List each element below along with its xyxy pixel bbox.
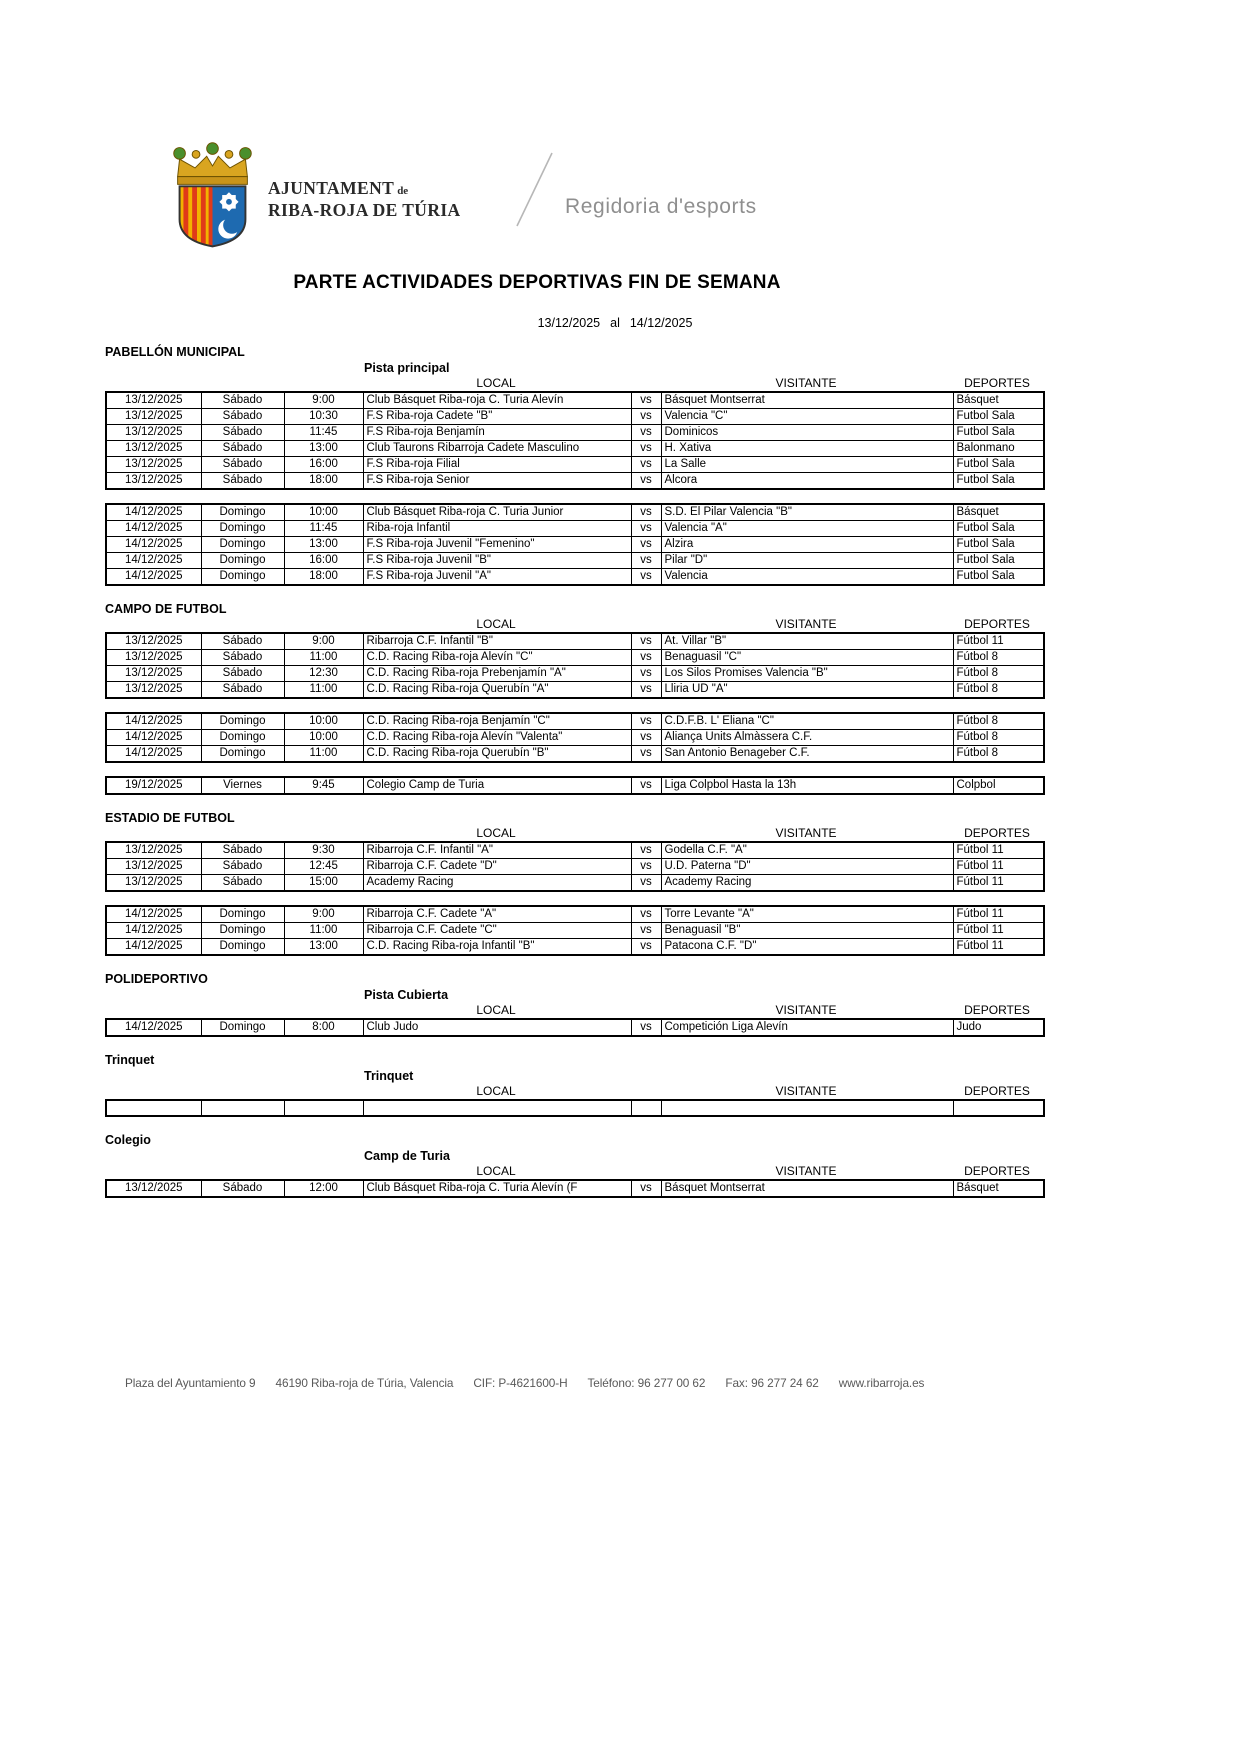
- cell-vs: vs: [631, 473, 661, 490]
- section-heading: Colegio: [105, 1133, 151, 1147]
- org-name-suffix: de: [397, 185, 409, 197]
- cell-date: 14/12/2025: [106, 906, 201, 923]
- cell-date: [106, 1100, 201, 1116]
- column-header-deportes: DEPORTES: [964, 1164, 1030, 1178]
- column-header-deportes: DEPORTES: [964, 1084, 1030, 1098]
- cell-local: Academy Racing: [363, 875, 631, 892]
- match-row: [106, 713, 1044, 730]
- cell-visitante: Valencia "A": [661, 521, 953, 537]
- cell-deporte: Futbol Sala: [953, 537, 1044, 553]
- cell-date: 14/12/2025: [106, 504, 201, 521]
- cell-time: 9:00: [284, 633, 363, 650]
- match-row: [106, 633, 1044, 650]
- cell-time: 13:00: [284, 939, 363, 956]
- cell-visitante: Academy Racing: [661, 875, 953, 892]
- match-row: [106, 425, 1044, 441]
- column-header-visitante: VISITANTE: [775, 826, 837, 840]
- match-row: [106, 859, 1044, 875]
- cell-local: Ribarroja C.F. Cadete "D": [363, 859, 631, 875]
- cell-local: C.D. Racing Riba-roja Alevín "C": [363, 650, 631, 666]
- match-row: [106, 569, 1044, 586]
- column-header-local: LOCAL: [476, 617, 516, 631]
- cell-day: Domingo: [201, 923, 284, 939]
- schedule-section: [105, 1132, 1045, 1198]
- cell-deporte: Futbol Sala: [953, 569, 1044, 586]
- cell-date: 13/12/2025: [106, 457, 201, 473]
- cell-visitante: Patacona C.F. "D": [661, 939, 953, 956]
- date-separator: al: [610, 316, 620, 330]
- cell-local: C.D. Racing Riba-roja Alevín "Valenta": [363, 730, 631, 746]
- cell-visitante: Dominicos: [661, 425, 953, 441]
- venue-subtitle: Pista Cubierta: [364, 988, 449, 1002]
- venue-subtitle: Pista principal: [364, 361, 450, 375]
- cell-day: Domingo: [201, 939, 284, 956]
- match-row: [106, 409, 1044, 425]
- cell-vs: vs: [631, 504, 661, 521]
- cell-vs: vs: [631, 441, 661, 457]
- cell-day: Sábado: [201, 1180, 284, 1197]
- cell-day: Sábado: [201, 633, 284, 650]
- cell-deporte: Fútbol 11: [953, 923, 1044, 939]
- cell-local: Club Básquet Riba-roja C. Turia Junior: [363, 504, 631, 521]
- cell-date: 13/12/2025: [106, 441, 201, 457]
- cell-deporte: Fútbol 8: [953, 713, 1044, 730]
- cell-date: 13/12/2025: [106, 633, 201, 650]
- cell-local: C.D. Racing Riba-roja Prebenjamín "A": [363, 666, 631, 682]
- cell-date: 14/12/2025: [106, 713, 201, 730]
- column-headers: [105, 1084, 1045, 1099]
- cell-vs: vs: [631, 650, 661, 666]
- cell-visitante: Competición Liga Alevín: [661, 1019, 953, 1036]
- match-row: [106, 504, 1044, 521]
- cell-date: 14/12/2025: [106, 553, 201, 569]
- match-table: [105, 1179, 1045, 1198]
- cell-vs: vs: [631, 633, 661, 650]
- cell-date: 13/12/2025: [106, 666, 201, 682]
- cell-vs: vs: [631, 392, 661, 409]
- cell-time: 16:00: [284, 553, 363, 569]
- cell-deporte: Fútbol 8: [953, 682, 1044, 699]
- cell-visitante: Pilar "D": [661, 553, 953, 569]
- cell-date: 13/12/2025: [106, 650, 201, 666]
- cell-deporte: Futbol Sala: [953, 521, 1044, 537]
- cell-time: 12:00: [284, 1180, 363, 1197]
- footer-phone: Teléfono: 96 277 00 62: [587, 1376, 706, 1390]
- match-row: [106, 923, 1044, 939]
- cell-local: C.D. Racing Riba-roja Querubín "B": [363, 746, 631, 763]
- venue-subtitle: Trinquet: [364, 1069, 414, 1083]
- cell-local: F.S Riba-roja Juvenil "B": [363, 553, 631, 569]
- cell-date: 19/12/2025: [106, 777, 201, 794]
- match-row: [106, 457, 1044, 473]
- cell-deporte: Futbol Sala: [953, 457, 1044, 473]
- footer-city: 46190 Riba-roja de Túria, Valencia: [275, 1376, 454, 1390]
- match-table: [105, 841, 1045, 892]
- cell-time: 11:00: [284, 923, 363, 939]
- cell-visitante: Alzira: [661, 537, 953, 553]
- cell-date: 14/12/2025: [106, 1019, 201, 1036]
- cell-deporte: Fútbol 11: [953, 633, 1044, 650]
- cell-local: C.D. Racing Riba-roja Infantil "B": [363, 939, 631, 956]
- cell-local: F.S Riba-roja Juvenil "Femenino": [363, 537, 631, 553]
- cell-visitante: La Salle: [661, 457, 953, 473]
- cell-local: Ribarroja C.F. Infantil "A": [363, 842, 631, 859]
- match-row: [106, 939, 1044, 956]
- section-heading: ESTADIO DE FUTBOL: [105, 811, 235, 825]
- cell-date: 14/12/2025: [106, 569, 201, 586]
- column-header-local: LOCAL: [476, 376, 516, 390]
- cell-vs: vs: [631, 746, 661, 763]
- match-table: [105, 1099, 1045, 1117]
- cell-vs: vs: [631, 409, 661, 425]
- page-title: PARTE ACTIVIDADES DEPORTIVAS FIN DE SEMANA: [293, 272, 781, 293]
- cell-deporte: Fútbol 11: [953, 939, 1044, 956]
- match-row: [106, 521, 1044, 537]
- cell-local: Club Taurons Ribarroja Cadete Masculino: [363, 441, 631, 457]
- column-header-deportes: DEPORTES: [964, 1003, 1030, 1017]
- cell-deporte: Fútbol 8: [953, 650, 1044, 666]
- org-name-line1: AJUNTAMENT: [268, 178, 395, 198]
- section-heading: Trinquet: [105, 1053, 155, 1067]
- cell-local: F.S Riba-roja Benjamín: [363, 425, 631, 441]
- cell-vs: vs: [631, 1019, 661, 1036]
- cell-visitante: Alcora: [661, 473, 953, 490]
- column-header-local: LOCAL: [476, 1084, 516, 1098]
- cell-vs: vs: [631, 906, 661, 923]
- cell-time: 10:30: [284, 409, 363, 425]
- cell-local: Club Básquet Riba-roja C. Turia Alevín (F: [363, 1180, 631, 1197]
- match-table: [105, 905, 1045, 956]
- cell-local: F.S Riba-roja Filial: [363, 457, 631, 473]
- cell-day: [201, 1100, 284, 1116]
- footer-address: Plaza del Ayuntamiento 9: [125, 1376, 256, 1390]
- cell-visitante: H. Xativa: [661, 441, 953, 457]
- cell-local: Club Básquet Riba-roja C. Turia Alevín: [363, 392, 631, 409]
- cell-date: 13/12/2025: [106, 392, 201, 409]
- cell-time: 11:45: [284, 425, 363, 441]
- cell-visitante: U.D. Paterna "D": [661, 859, 953, 875]
- cell-day: Sábado: [201, 875, 284, 892]
- cell-vs: vs: [631, 713, 661, 730]
- cell-deporte: Colpbol: [953, 777, 1044, 794]
- cell-day: Domingo: [201, 730, 284, 746]
- cell-local: Colegio Camp de Turia: [363, 777, 631, 794]
- cell-visitante: At. Villar "B": [661, 633, 953, 650]
- match-row: [106, 842, 1044, 859]
- cell-local: [363, 1100, 631, 1116]
- match-row: [106, 777, 1044, 794]
- match-table: [105, 391, 1045, 490]
- section-heading: CAMPO DE FUTBOL: [105, 602, 227, 616]
- cell-time: 11:00: [284, 650, 363, 666]
- footer-fax: Fax: 96 277 24 62: [725, 1376, 819, 1390]
- cell-day: Domingo: [201, 713, 284, 730]
- match-row: [106, 682, 1044, 699]
- cell-day: Sábado: [201, 859, 284, 875]
- cell-vs: vs: [631, 859, 661, 875]
- cell-date: 14/12/2025: [106, 746, 201, 763]
- venue-subtitle: Camp de Turia: [364, 1149, 450, 1163]
- column-header-local: LOCAL: [476, 1164, 516, 1178]
- cell-deporte: Futbol Sala: [953, 425, 1044, 441]
- cell-date: 14/12/2025: [106, 939, 201, 956]
- cell-deporte: Fútbol 8: [953, 746, 1044, 763]
- cell-deporte: Fútbol 11: [953, 842, 1044, 859]
- match-row: [106, 906, 1044, 923]
- cell-local: Ribarroja C.F. Infantil "B": [363, 633, 631, 650]
- match-table: [105, 503, 1045, 586]
- match-row: [106, 1180, 1044, 1197]
- cell-deporte: Futbol Sala: [953, 409, 1044, 425]
- cell-day: Sábado: [201, 682, 284, 699]
- match-row: [106, 1019, 1044, 1036]
- cell-day: Sábado: [201, 425, 284, 441]
- cell-deporte: Fútbol 11: [953, 859, 1044, 875]
- cell-date: 13/12/2025: [106, 842, 201, 859]
- match-row: [106, 553, 1044, 569]
- match-row: [106, 441, 1044, 457]
- cell-date: 13/12/2025: [106, 682, 201, 699]
- match-row: [106, 730, 1044, 746]
- cell-deporte: Fútbol 8: [953, 666, 1044, 682]
- column-header-deportes: DEPORTES: [964, 617, 1030, 631]
- schedule-section: [105, 601, 1045, 795]
- organization-name: [268, 179, 461, 220]
- cell-day: Sábado: [201, 409, 284, 425]
- cell-deporte: [953, 1100, 1044, 1116]
- match-table: [105, 776, 1045, 795]
- cell-local: F.S Riba-roja Juvenil "A": [363, 569, 631, 586]
- column-header-deportes: DEPORTES: [964, 826, 1030, 840]
- column-header-visitante: VISITANTE: [775, 1003, 837, 1017]
- column-header-local: LOCAL: [476, 1003, 516, 1017]
- cell-deporte: Futbol Sala: [953, 473, 1044, 490]
- cell-vs: vs: [631, 425, 661, 441]
- department-label: Regidoria d'esports: [565, 195, 757, 218]
- cell-local: Ribarroja C.F. Cadete "A": [363, 906, 631, 923]
- match-row: [106, 473, 1044, 490]
- cell-date: 14/12/2025: [106, 521, 201, 537]
- cell-time: 11:00: [284, 682, 363, 699]
- footer: [125, 1376, 924, 1390]
- cell-date: 13/12/2025: [106, 473, 201, 490]
- cell-local: Club Judo: [363, 1019, 631, 1036]
- cell-visitante: Liga Colpbol Hasta la 13h: [661, 777, 953, 794]
- cell-time: 10:00: [284, 504, 363, 521]
- cell-vs: vs: [631, 682, 661, 699]
- cell-deporte: Futbol Sala: [953, 553, 1044, 569]
- cell-vs: vs: [631, 1180, 661, 1197]
- date-from: 13/12/2025: [537, 316, 601, 330]
- column-header-visitante: VISITANTE: [775, 1084, 837, 1098]
- cell-day: Sábado: [201, 392, 284, 409]
- coat-of-arms-icon: [166, 140, 259, 252]
- match-row: [106, 875, 1044, 892]
- column-headers: [105, 826, 1045, 841]
- cell-day: Domingo: [201, 746, 284, 763]
- cell-day: Viernes: [201, 777, 284, 794]
- match-row: [106, 1100, 1044, 1116]
- cell-vs: vs: [631, 553, 661, 569]
- cell-vs: vs: [631, 939, 661, 956]
- cell-visitante: Básquet Montserrat: [661, 1180, 953, 1197]
- cell-visitante: Lliria UD "A": [661, 682, 953, 699]
- schedule-sections: [105, 344, 1045, 1198]
- match-table: [105, 632, 1045, 699]
- cell-deporte: Fútbol 11: [953, 875, 1044, 892]
- cell-date: 13/12/2025: [106, 425, 201, 441]
- cell-day: Sábado: [201, 441, 284, 457]
- cell-time: 15:00: [284, 875, 363, 892]
- cell-time: 10:00: [284, 713, 363, 730]
- cell-vs: vs: [631, 521, 661, 537]
- schedule-section: [105, 971, 1045, 1037]
- cell-vs: vs: [631, 842, 661, 859]
- cell-deporte: Balonmano: [953, 441, 1044, 457]
- cell-local: Riba-roja Infantil: [363, 521, 631, 537]
- footer-web: www.ribarroja.es: [838, 1376, 925, 1390]
- cell-vs: vs: [631, 875, 661, 892]
- cell-day: Domingo: [201, 504, 284, 521]
- cell-time: 12:45: [284, 859, 363, 875]
- cell-deporte: Básquet: [953, 504, 1044, 521]
- cell-time: [284, 1100, 363, 1116]
- cell-vs: vs: [631, 730, 661, 746]
- column-header-local: LOCAL: [476, 826, 516, 840]
- cell-visitante: Valencia: [661, 569, 953, 586]
- column-headers: [105, 1164, 1045, 1179]
- column-header-visitante: VISITANTE: [775, 1164, 837, 1178]
- cell-time: 9:00: [284, 392, 363, 409]
- match-table: [105, 712, 1045, 763]
- cell-time: 16:00: [284, 457, 363, 473]
- cell-date: 14/12/2025: [106, 537, 201, 553]
- cell-visitante: Básquet Montserrat: [661, 392, 953, 409]
- cell-time: 18:00: [284, 569, 363, 586]
- cell-visitante: Valencia "C": [661, 409, 953, 425]
- cell-time: 13:00: [284, 537, 363, 553]
- column-header-visitante: VISITANTE: [775, 376, 837, 390]
- divider-swoosh-icon: [500, 150, 570, 232]
- column-header-deportes: DEPORTES: [964, 376, 1030, 390]
- match-row: [106, 537, 1044, 553]
- cell-time: 9:45: [284, 777, 363, 794]
- cell-time: 10:00: [284, 730, 363, 746]
- cell-day: Sábado: [201, 842, 284, 859]
- cell-vs: [631, 1100, 661, 1116]
- cell-visitante: Benaguasil "B": [661, 923, 953, 939]
- cell-deporte: Básquet: [953, 392, 1044, 409]
- cell-date: 13/12/2025: [106, 875, 201, 892]
- cell-visitante: Godella C.F. "A": [661, 842, 953, 859]
- date-range: [0, 316, 1230, 330]
- cell-time: 18:00: [284, 473, 363, 490]
- cell-day: Sábado: [201, 457, 284, 473]
- cell-time: 11:00: [284, 746, 363, 763]
- cell-day: Domingo: [201, 1019, 284, 1036]
- cell-visitante: C.D.F.B. L' Eliana "C": [661, 713, 953, 730]
- cell-visitante: Torre Levante "A": [661, 906, 953, 923]
- cell-visitante: S.D. El Pilar Valencia "B": [661, 504, 953, 521]
- column-header-visitante: VISITANTE: [775, 617, 837, 631]
- column-headers: [105, 1003, 1045, 1018]
- match-row: [106, 650, 1044, 666]
- cell-deporte: Fútbol 11: [953, 906, 1044, 923]
- org-name-line2: RIBA-ROJA DE TÚRIA: [268, 200, 461, 220]
- cell-time: 11:45: [284, 521, 363, 537]
- cell-date: 14/12/2025: [106, 923, 201, 939]
- cell-visitante: San Antonio Benageber C.F.: [661, 746, 953, 763]
- cell-date: 13/12/2025: [106, 1180, 201, 1197]
- cell-time: 12:30: [284, 666, 363, 682]
- cell-date: 14/12/2025: [106, 730, 201, 746]
- cell-visitante: Aliança Units Almàssera C.F.: [661, 730, 953, 746]
- cell-visitante: Benaguasil "C": [661, 650, 953, 666]
- cell-vs: vs: [631, 569, 661, 586]
- cell-day: Domingo: [201, 569, 284, 586]
- match-row: [106, 666, 1044, 682]
- schedule-section: [105, 810, 1045, 956]
- cell-date: 13/12/2025: [106, 859, 201, 875]
- cell-local: C.D. Racing Riba-roja Benjamín "C": [363, 713, 631, 730]
- cell-day: Domingo: [201, 521, 284, 537]
- column-headers: [105, 617, 1045, 632]
- cell-visitante: [661, 1100, 953, 1116]
- cell-day: Sábado: [201, 473, 284, 490]
- schedule-section: [105, 1052, 1045, 1117]
- cell-local: Ribarroja C.F. Cadete "C": [363, 923, 631, 939]
- cell-day: Sábado: [201, 650, 284, 666]
- cell-deporte: Judo: [953, 1019, 1044, 1036]
- cell-day: Domingo: [201, 906, 284, 923]
- cell-date: 13/12/2025: [106, 409, 201, 425]
- cell-local: F.S Riba-roja Cadete "B": [363, 409, 631, 425]
- cell-deporte: Fútbol 8: [953, 730, 1044, 746]
- schedule-section: [105, 344, 1045, 586]
- cell-time: 9:00: [284, 906, 363, 923]
- cell-local: C.D. Racing Riba-roja Querubín "A": [363, 682, 631, 699]
- cell-vs: vs: [631, 457, 661, 473]
- date-to: 14/12/2025: [629, 316, 693, 330]
- cell-time: 9:30: [284, 842, 363, 859]
- cell-vs: vs: [631, 777, 661, 794]
- cell-day: Domingo: [201, 537, 284, 553]
- cell-time: 8:00: [284, 1019, 363, 1036]
- match-row: [106, 746, 1044, 763]
- cell-time: 13:00: [284, 441, 363, 457]
- column-headers: [105, 376, 1045, 391]
- match-table: [105, 1018, 1045, 1037]
- match-row: [106, 392, 1044, 409]
- cell-vs: vs: [631, 923, 661, 939]
- cell-deporte: Básquet: [953, 1180, 1044, 1197]
- cell-visitante: Los Silos Promises Valencia "B": [661, 666, 953, 682]
- section-heading: POLIDEPORTIVO: [105, 972, 208, 986]
- section-heading: PABELLÓN MUNICIPAL: [105, 345, 245, 359]
- cell-vs: vs: [631, 666, 661, 682]
- footer-cif: CIF: P-4621600-H: [473, 1376, 568, 1390]
- cell-day: Sábado: [201, 666, 284, 682]
- cell-vs: vs: [631, 537, 661, 553]
- cell-local: F.S Riba-roja Senior: [363, 473, 631, 490]
- cell-day: Domingo: [201, 553, 284, 569]
